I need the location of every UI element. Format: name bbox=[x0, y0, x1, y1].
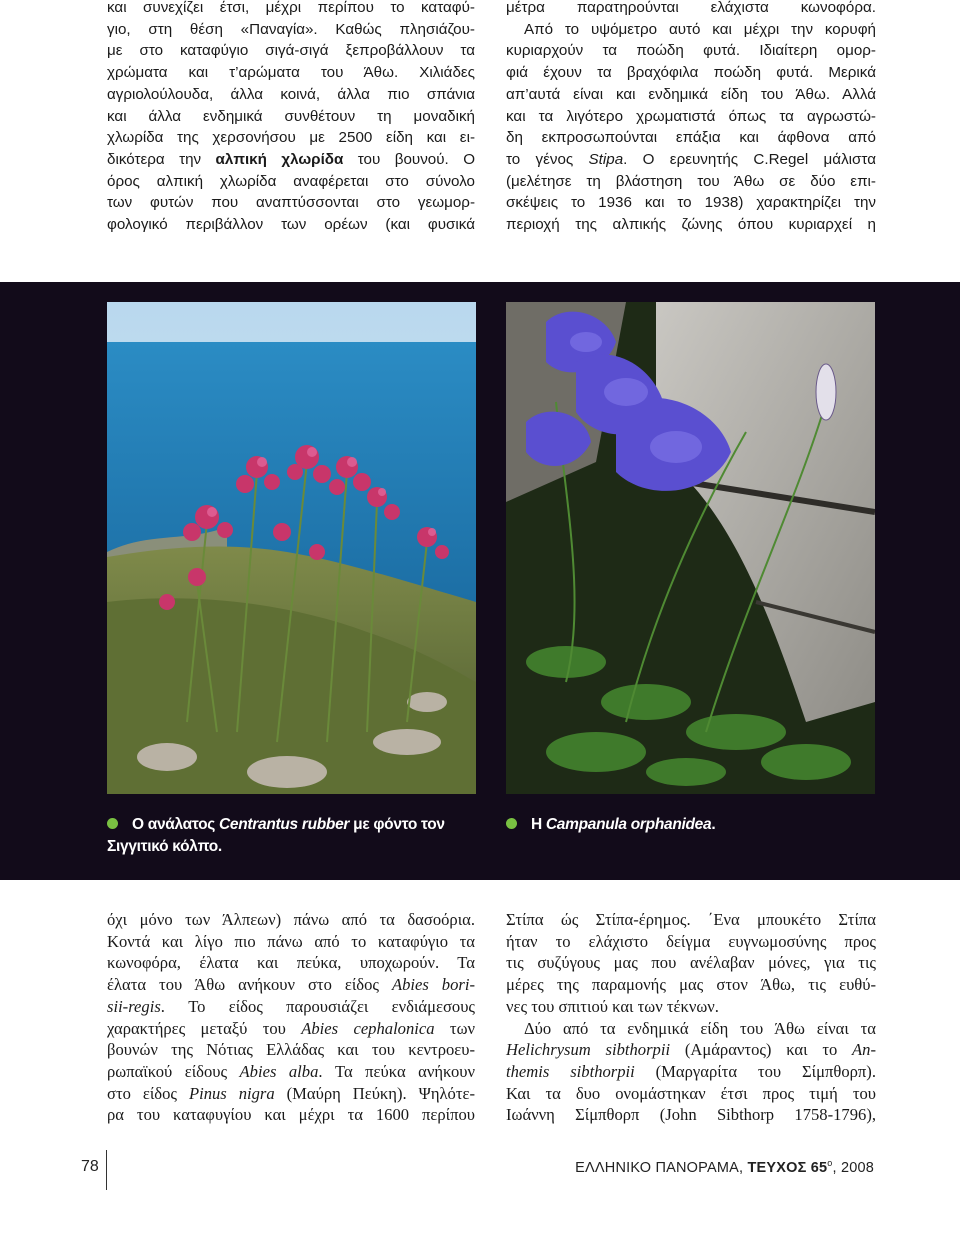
text-span: έλατα του Άθω ανήκουν στο είδος bbox=[107, 975, 392, 995]
text-line: φολογικό περιβάλλον των ορέων (και φυσικά bbox=[107, 216, 475, 234]
species-name: Centrantus rubber bbox=[219, 816, 350, 833]
text-line: όρος αλπική χλωρίδα αναφέρεται στο σύνολο bbox=[107, 172, 475, 190]
text-line bbox=[107, 974, 475, 996]
text-line: νες του σπιτιού και των τέκνων. bbox=[506, 996, 719, 1016]
species-name: Abies alba bbox=[239, 1061, 319, 1081]
genus-name: Stipa bbox=[588, 150, 624, 168]
text-line: με στο καταφύγιο σιγά-σιγά ξεπροβάλλουν τα bbox=[107, 42, 475, 60]
issue-year: , 2008 bbox=[832, 1159, 874, 1176]
text-line: μέτρα παρατηρούνται ελάχιστα κωνοφόρα. bbox=[506, 0, 876, 16]
text-span: του βουνού. Ο bbox=[343, 150, 476, 168]
magazine-name: ΕΛΛΗΝΙΚΟ ΠΑΝΟΡΑΜΑ, bbox=[575, 1159, 748, 1176]
species-name: An- bbox=[852, 1040, 876, 1060]
species-name: sii-regis bbox=[107, 996, 161, 1016]
text-line bbox=[107, 1083, 475, 1105]
text-line: (μελέτησε τη βλάστηση του Άθω σε δύο επι- bbox=[506, 172, 876, 190]
caption-left bbox=[107, 814, 487, 858]
text-line: αγριολούλουδα, άλλα κοινά, άλλα πιο σπάνια bbox=[107, 85, 475, 103]
issue-label: ΤΕΥΧΟΣ 65 bbox=[747, 1159, 828, 1176]
text-span: χαρακτήρες μεταξύ του bbox=[107, 1018, 302, 1038]
text-line: βουνών της Νότιας Ελλάδας και του κεντροευ- bbox=[107, 1040, 475, 1060]
text-span: . Ο ερευνητής C.Regel μάλιστα bbox=[623, 150, 876, 168]
highlight-term: αλπική χλωρίδα bbox=[215, 150, 344, 168]
text-line: περιοχή της αλπικής ζώνης όπου κυριαρχεί η bbox=[506, 216, 876, 234]
text-span: στο είδος bbox=[107, 1083, 189, 1103]
text-line bbox=[107, 996, 475, 1018]
running-title bbox=[575, 1158, 874, 1176]
caption-right bbox=[506, 814, 876, 836]
text-span: ρωπαϊκού είδους bbox=[107, 1061, 240, 1081]
text-line: κωνοφόρα, έλατα και πεύκα, υποχωρούν. Τα bbox=[107, 953, 475, 973]
text-line: ρα του καταφυγίου και μέχρι τα 1600 περίπου bbox=[107, 1105, 475, 1125]
text-span: το γένος bbox=[506, 150, 589, 168]
text-line: και συνεχίζει έτσι, μέχρι περίπου το καταφύ- bbox=[107, 0, 475, 16]
text-line: κυριαρχούν τα ποώδη φυτά. Ιδιαίτερη ομορ- bbox=[506, 42, 876, 60]
text-line: Κοντά και λίγο πιο πάνω από το καταφύγιο τα bbox=[107, 931, 475, 951]
text-line bbox=[107, 1061, 475, 1083]
text-line: Από το υψόμετρο αυτό και μέχρι την κορυφή bbox=[524, 20, 876, 38]
text-line: όχι μόνο των Άλπεων) πάνω από τα δασοόρια. bbox=[107, 910, 475, 929]
text-line: τις συζύγους μας που ανέλαβαν μόνες, για τις bbox=[506, 953, 876, 973]
caption-text: Η bbox=[531, 816, 546, 833]
species-name: Pinus nigra bbox=[188, 1083, 275, 1103]
text-line bbox=[506, 1039, 876, 1061]
photo-centranthus bbox=[107, 302, 476, 794]
bullet-dot bbox=[107, 818, 118, 829]
caption-text: . bbox=[711, 816, 716, 833]
caption-text: με φόντο τον bbox=[349, 816, 445, 833]
text-line: απ’αυτά είναι και ενδημικά είδη του Άθω. Αλλά bbox=[506, 85, 876, 103]
species-name: themis sibthorpii bbox=[506, 1061, 635, 1081]
bullet-dot bbox=[506, 818, 517, 829]
text-line: χρώματα και τ’αρώματα του Άθω. Χιλιάδες bbox=[107, 64, 475, 82]
caption-text: Σιγγιτικό κόλπο. bbox=[107, 838, 222, 855]
text-line: Στίπα ώς Στίπα-έρημος. ΄Ενα μπουκέτο Στίπα bbox=[506, 910, 876, 929]
text-line: σκέψεις το 1936 και το 1938) χαρακτηρίζει την bbox=[506, 194, 876, 212]
text-line: φιά έχουν τα βραχόφιλα ποώδη φυτά. Μερικά bbox=[506, 64, 876, 82]
text-line: και τα λιγότερο χρωματιστά όπως τα αγρωστώ- bbox=[506, 107, 876, 125]
text-line: Ιωάννη Σίμπθορπ (John Sibthorp 1758-1796), bbox=[506, 1105, 876, 1125]
text-line bbox=[506, 1061, 876, 1083]
issue-superscript: ο bbox=[827, 1158, 833, 1168]
photo-campanula bbox=[506, 302, 875, 794]
column-2-bottom bbox=[506, 909, 876, 1126]
page-number: 78 bbox=[81, 1158, 99, 1175]
species-name: Abies bori- bbox=[391, 975, 475, 995]
column-1-bottom bbox=[107, 909, 475, 1126]
text-span: δικότερα την bbox=[107, 150, 216, 168]
text-line: ήταν το ελάχιστο δείγμα ευγνωμοσύνης προς bbox=[506, 931, 876, 951]
photo-centranthus-image bbox=[107, 302, 476, 794]
species-name: Campanula orphanidea bbox=[545, 816, 712, 833]
species-name: Abies cephalonica bbox=[301, 1018, 435, 1038]
text-line: χλωρίδα της χερσονήσου με 2500 είδη και ει- bbox=[107, 129, 475, 147]
text-line bbox=[506, 149, 876, 171]
column-1-top bbox=[107, 0, 475, 236]
text-span: (Αμάραντος) και το bbox=[670, 1040, 853, 1060]
text-line: γιο, στη θέση «Παναγία». Καθώς πλησιάζου- bbox=[107, 20, 475, 38]
text-span: (Μαργαρίτα του Σίμπθορπ). bbox=[634, 1061, 876, 1081]
photo-campanula-image bbox=[506, 302, 875, 794]
text-line bbox=[107, 1018, 475, 1040]
text-line: Και τα δυο ονομάστηκαν έτσι προς τιμή του bbox=[506, 1083, 876, 1103]
column-2-top bbox=[506, 0, 876, 236]
text-line bbox=[107, 149, 475, 171]
text-span: (Μαύρη Πεύκη). Ψηλότε- bbox=[274, 1083, 476, 1103]
text-span: . Το είδος παρουσιάζει ενδιάμεσους bbox=[160, 996, 475, 1016]
text-span: . Τα πεύκα ανήκουν bbox=[318, 1061, 476, 1081]
text-line: μέρες της παραμονής μας στον Άθω, τις ευθύ- bbox=[506, 975, 876, 995]
footer-divider bbox=[106, 1150, 107, 1190]
caption-text: Ο ανάλατος bbox=[132, 816, 220, 833]
text-line: δη εκπροσωπούνται επάξια και άφθονα από bbox=[506, 129, 876, 147]
text-line: των φυτών που αναπτύσσονται στο γεωμορ- bbox=[107, 194, 475, 212]
text-span: των bbox=[434, 1018, 475, 1038]
species-name: Helichrysum sibthorpii bbox=[506, 1040, 671, 1060]
photo-band bbox=[0, 282, 960, 880]
text-line: και άλλα ενδημικά συνθέτουν τη μοναδική bbox=[107, 107, 475, 125]
text-line: Δύο από τα ενδημικά είδη του Άθω είναι τα bbox=[524, 1018, 876, 1038]
